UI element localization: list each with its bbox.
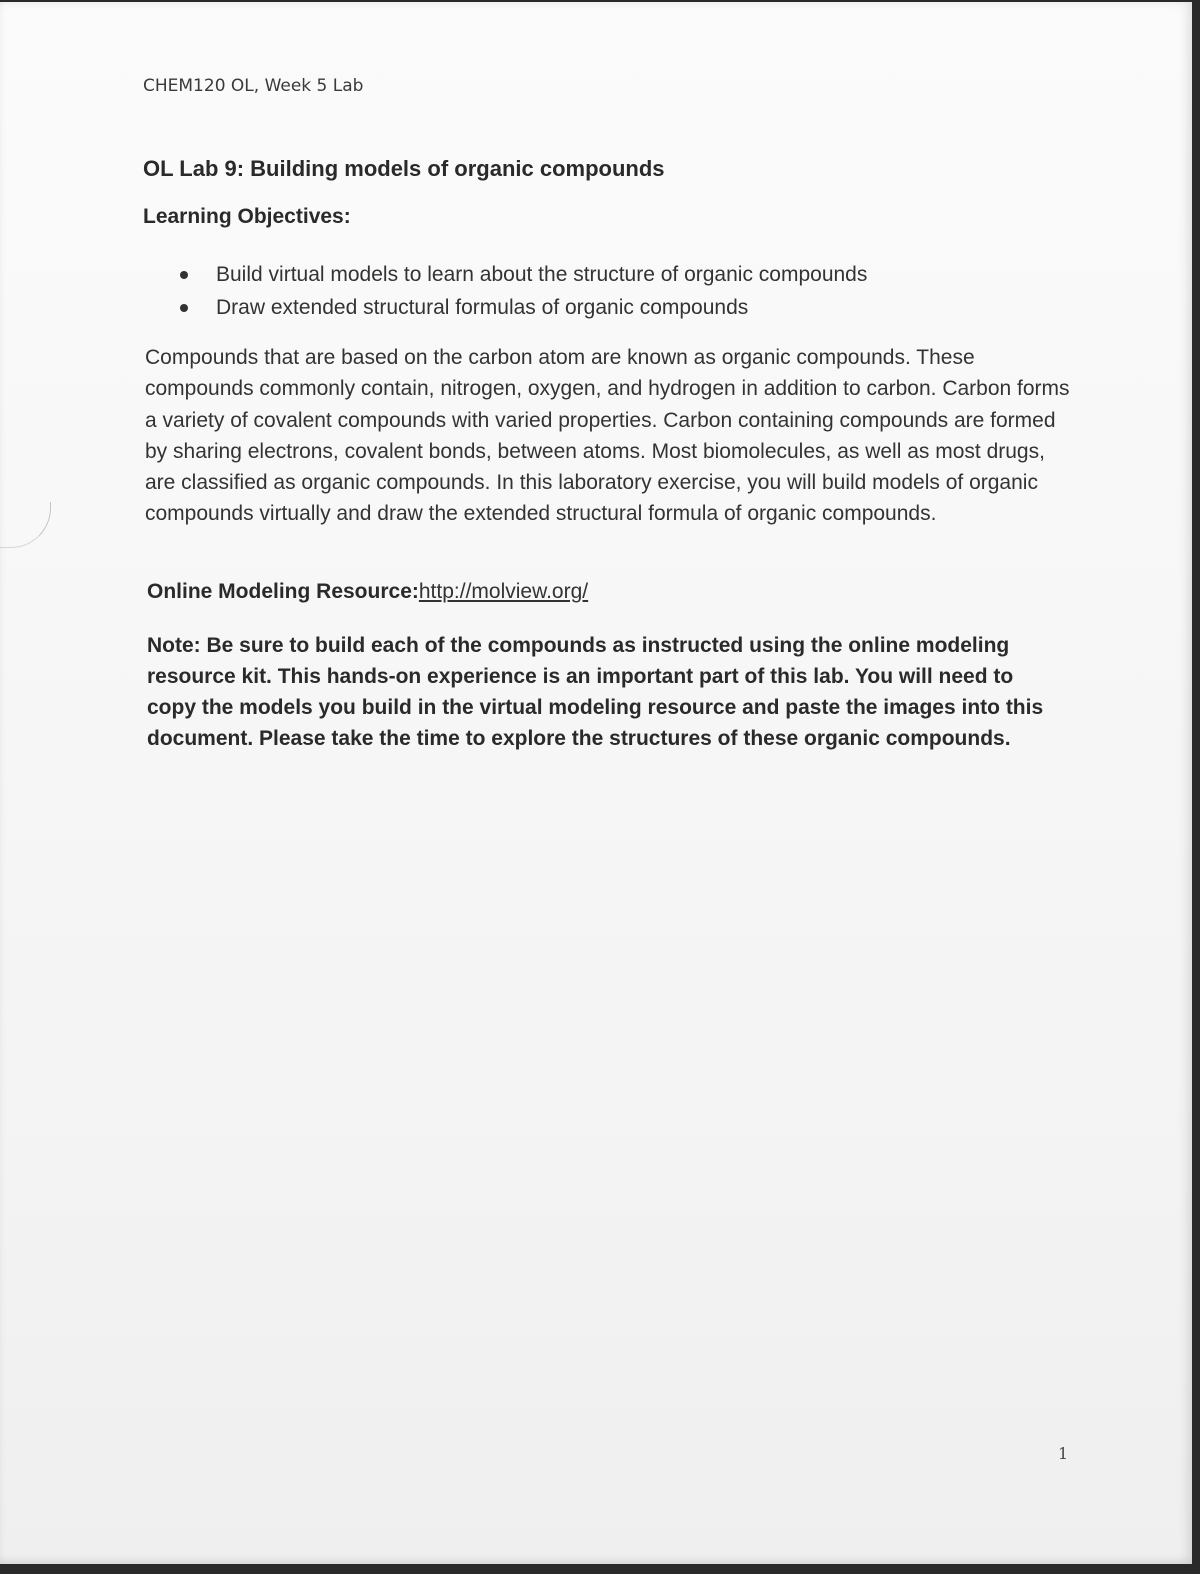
bullet-icon: [180, 271, 188, 279]
intro-paragraph: Compounds that are based on the carbon atom are known as organic compounds. These compounds commonly contain, nitrogen, oxygen, and hydrogen in addition to carbon. Carbon forms a variety of covalent compounds with varied properties. Carbon containing compounds are formed by sharing electrons, covalent bonds, between atoms. Most biomolecules, as well as most drugs, are classified as organic compounds. In this laboratory exercise, you will build models of organic compounds virtually and draw the extended structural formula of organic compounds.: [145, 346, 1070, 526]
objectives-heading: Learning Objectives:: [143, 205, 351, 228]
online-resource-line: [147, 580, 588, 604]
lab-title: OL Lab 9: Building models of organic compounds: [143, 156, 665, 181]
resource-label: Online Modeling Resource:: [147, 580, 419, 603]
page-number: 1: [1058, 1444, 1069, 1463]
page-header: CHEM120 OL, Week 5 Lab: [143, 76, 364, 96]
objective-text: Draw extended structural formulas of organic compounds: [216, 296, 749, 319]
objective-item: [175, 258, 867, 291]
molview-link[interactable]: http://molview.org/: [418, 580, 589, 603]
objective-text: Build virtual models to learn about the structure of organic compounds: [216, 263, 868, 286]
bullet-icon: [180, 304, 188, 312]
objectives-list: [175, 258, 867, 324]
objective-item: [175, 291, 867, 324]
paper-fold-mark: [0, 502, 51, 548]
note-paragraph: Note: Be sure to build each of the compounds as instructed using the online modeling resource kit. This hands-on experience is an important part of this lab. You will need to copy the models you build in the virtual modeling resource and paste the images into this document. Please take the time to explore the structures of these organic compounds.: [147, 634, 1044, 750]
document-page: [0, 2, 1192, 1564]
